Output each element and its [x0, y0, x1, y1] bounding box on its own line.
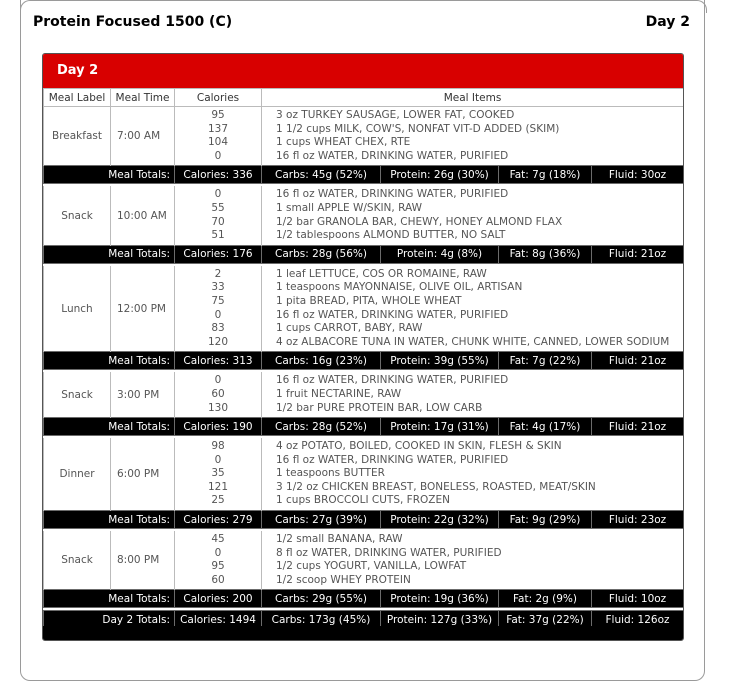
meal-label: Breakfast [44, 107, 111, 166]
meal-item: 1/2 bar PURE PROTEIN BAR, LOW CARB [276, 401, 483, 414]
calorie-value: 55 [211, 201, 225, 214]
meal-label: Snack [44, 372, 111, 417]
meal-time: 7:00 AM [111, 107, 175, 166]
meal-totals-protein: Protein: 4g (8%) [381, 245, 499, 263]
meal-time: 3:00 PM [111, 372, 175, 417]
day-card-header: Day 2 [43, 54, 683, 88]
meal-item: 3 1/2 oz CHICKEN BREAST, BONELESS, ROASTED, MEAT/SKIN [276, 480, 596, 493]
meal-row [44, 372, 684, 417]
calorie-value: 25 [211, 494, 225, 507]
calorie-value: 2 [214, 267, 222, 280]
meal-row [44, 438, 684, 510]
meal-row [44, 531, 684, 590]
meal-item: 1 fruit NECTARINE, RAW [276, 387, 402, 400]
meal-totals-label: Meal Totals: [44, 590, 175, 608]
meal-totals-protein: Protein: 22g (32%) [381, 511, 499, 529]
meal-plan-table [43, 88, 684, 629]
calorie-value: 45 [211, 533, 225, 546]
day-card [42, 53, 684, 641]
meal-totals-label: Meal Totals: [44, 418, 175, 436]
day-totals-label: Day 2 Totals: [44, 611, 175, 629]
day-totals-calories: Calories: 1494 [175, 611, 262, 629]
meal-item: 4 oz ALBACORE TUNA IN WATER, CHUNK WHITE, CANNED, LOWER SODIUM [276, 335, 670, 348]
meal-calories [175, 531, 262, 590]
meal-item: 1/2 tablespoons ALMOND BUTTER, NO SALT [276, 229, 506, 242]
meal-totals-label: Meal Totals: [44, 166, 175, 184]
meal-time: 8:00 PM [111, 531, 175, 590]
calorie-value: 35 [211, 467, 225, 480]
meal-item: 16 fl oz WATER, DRINKING WATER, PURIFIED [276, 308, 509, 321]
meal-totals-fluid: Fluid: 23oz [592, 511, 684, 529]
table-header-row [44, 89, 684, 107]
meal-label: Snack [44, 531, 111, 590]
meal-totals-protein: Protein: 26g (30%) [381, 166, 499, 184]
meal-item: 1 small APPLE W/SKIN, RAW [276, 201, 422, 214]
meal-items [262, 266, 684, 352]
calorie-value: 121 [207, 480, 229, 493]
meal-items [262, 438, 684, 510]
meal-totals-calories: Calories: 279 [175, 511, 262, 529]
meal-item: 16 fl oz WATER, DRINKING WATER, PURIFIED [276, 374, 509, 387]
meal-totals-protein: Protein: 19g (36%) [381, 590, 499, 608]
meal-body [44, 107, 684, 608]
calorie-value: 33 [211, 281, 225, 294]
meal-item: 1 1/2 cups MILK, COW'S, NONFAT VIT-D ADDED (SKIM) [276, 122, 560, 135]
meal-time: 10:00 AM [111, 186, 175, 245]
calorie-value: 130 [207, 401, 229, 414]
meal-totals-fluid: Fluid: 30oz [592, 166, 684, 184]
meal-totals-calories: Calories: 190 [175, 418, 262, 436]
meal-time: 6:00 PM [111, 438, 175, 510]
meal-totals-calories: Calories: 336 [175, 166, 262, 184]
meal-totals-calories: Calories: 313 [175, 352, 262, 370]
meal-totals-row [44, 590, 684, 608]
day-totals-carbs: Carbs: 173g (45%) [262, 611, 381, 629]
meal-item: 4 oz POTATO, BOILED, COOKED IN SKIN, FLESH & SKIN [276, 440, 562, 453]
meal-totals-row [44, 166, 684, 184]
meal-totals-protein: Protein: 17g (31%) [381, 418, 499, 436]
meal-calories [175, 107, 262, 166]
meal-items [262, 107, 684, 166]
meal-totals-fat: Fat: 4g (17%) [499, 418, 592, 436]
meal-item: 16 fl oz WATER, DRINKING WATER, PURIFIED [276, 188, 509, 201]
calorie-value: 0 [214, 308, 222, 321]
calorie-value: 0 [214, 374, 222, 387]
meal-items [262, 531, 684, 590]
meal-totals-fluid: Fluid: 21oz [592, 245, 684, 263]
page-day-label: Day 2 [645, 14, 690, 30]
meal-item: 1 teaspoons BUTTER [276, 467, 385, 480]
calorie-value: 0 [214, 149, 222, 162]
calorie-value: 60 [211, 573, 225, 586]
meal-item: 1 leaf LETTUCE, COS OR ROMAINE, RAW [276, 267, 487, 280]
meal-totals-protein: Protein: 39g (55%) [381, 352, 499, 370]
meal-calories [175, 372, 262, 417]
calorie-value: 51 [211, 229, 225, 242]
meal-totals-label: Meal Totals: [44, 245, 175, 263]
meal-item: 8 fl oz WATER, DRINKING WATER, PURIFIED [276, 546, 502, 559]
meal-totals-fat: Fat: 8g (36%) [499, 245, 592, 263]
meal-totals-fat: Fat: 2g (9%) [499, 590, 592, 608]
meal-totals-row [44, 511, 684, 529]
calorie-value: 83 [211, 322, 225, 335]
calorie-value: 0 [214, 453, 222, 466]
meal-totals-carbs: Carbs: 28g (52%) [262, 418, 381, 436]
calorie-value: 95 [211, 109, 225, 121]
meal-totals-fat: Fat: 7g (22%) [499, 352, 592, 370]
meal-item: 1 pita BREAD, PITA, WHOLE WHEAT [276, 294, 462, 307]
meal-item: 16 fl oz WATER, DRINKING WATER, PURIFIED [276, 149, 509, 162]
calorie-value: 137 [207, 122, 229, 135]
meal-totals-label: Meal Totals: [44, 352, 175, 370]
calorie-value: 0 [214, 546, 222, 559]
meal-totals-calories: Calories: 176 [175, 245, 262, 263]
col-calories: Calories [175, 89, 262, 107]
meal-calories [175, 438, 262, 510]
calorie-value: 120 [207, 335, 229, 348]
meal-time: 12:00 PM [111, 266, 175, 352]
col-meal-label: Meal Label [44, 89, 111, 107]
meal-totals-row [44, 418, 684, 436]
meal-item: 1/2 scoop WHEY PROTEIN [276, 573, 411, 586]
meal-totals-row [44, 245, 684, 263]
meal-item: 16 fl oz WATER, DRINKING WATER, PURIFIED [276, 453, 509, 466]
meal-calories [175, 266, 262, 352]
meal-item: 1/2 cups YOGURT, VANILLA, LOWFAT [276, 560, 467, 573]
meal-item: 1/2 small BANANA, RAW [276, 533, 403, 546]
meal-totals-fat: Fat: 9g (29%) [499, 511, 592, 529]
meal-row [44, 266, 684, 352]
meal-totals-fat: Fat: 7g (18%) [499, 166, 592, 184]
calorie-value: 98 [211, 440, 225, 453]
day-totals-protein: Protein: 127g (33%) [381, 611, 499, 629]
meal-item: 1/2 bar GRANOLA BAR, CHEWY, HONEY ALMOND FLAX [276, 215, 563, 228]
day-totals-fat: Fat: 37g (22%) [499, 611, 592, 629]
meal-totals-fluid: Fluid: 21oz [592, 418, 684, 436]
meal-item: 1 cups CARROT, BABY, RAW [276, 322, 423, 335]
meal-totals-carbs: Carbs: 28g (56%) [262, 245, 381, 263]
calorie-value: 75 [211, 294, 225, 307]
meal-totals-calories: Calories: 200 [175, 590, 262, 608]
calorie-value: 60 [211, 387, 225, 400]
calorie-value: 104 [207, 136, 229, 149]
meal-totals-fluid: Fluid: 21oz [592, 352, 684, 370]
meal-totals-label: Meal Totals: [44, 511, 175, 529]
meal-calories [175, 186, 262, 245]
calorie-value: 70 [211, 215, 225, 228]
meal-item: 3 oz TURKEY SAUSAGE, LOWER FAT, COOKED [276, 109, 515, 121]
meal-totals-carbs: Carbs: 29g (55%) [262, 590, 381, 608]
calorie-value: 0 [214, 188, 222, 201]
meal-label: Dinner [44, 438, 111, 510]
meal-totals-carbs: Carbs: 16g (23%) [262, 352, 381, 370]
page-title: Protein Focused 1500 (C) [33, 14, 233, 30]
meal-items [262, 372, 684, 417]
meal-item: 1 teaspoons MAYONNAISE, OLIVE OIL, ARTISAN [276, 281, 523, 294]
meal-item: 1 cups BROCCOLI CUTS, FROZEN [276, 494, 450, 507]
day-card-footer [43, 626, 683, 640]
col-meal-items: Meal Items [262, 89, 684, 107]
calorie-value: 95 [211, 560, 225, 573]
col-meal-time: Meal Time [111, 89, 175, 107]
meal-row [44, 186, 684, 245]
meal-totals-row [44, 352, 684, 370]
meal-items [262, 186, 684, 245]
day-totals-fluid: Fluid: 126oz [592, 611, 684, 629]
meal-item: 1 cups WHEAT CHEX, RTE [276, 136, 411, 149]
meal-label: Snack [44, 186, 111, 245]
meal-totals-carbs: Carbs: 27g (39%) [262, 511, 381, 529]
page-frame-top [20, 0, 707, 13]
meal-label: Lunch [44, 266, 111, 352]
meal-totals-carbs: Carbs: 45g (52%) [262, 166, 381, 184]
meal-row [44, 107, 684, 166]
meal-totals-fluid: Fluid: 10oz [592, 590, 684, 608]
